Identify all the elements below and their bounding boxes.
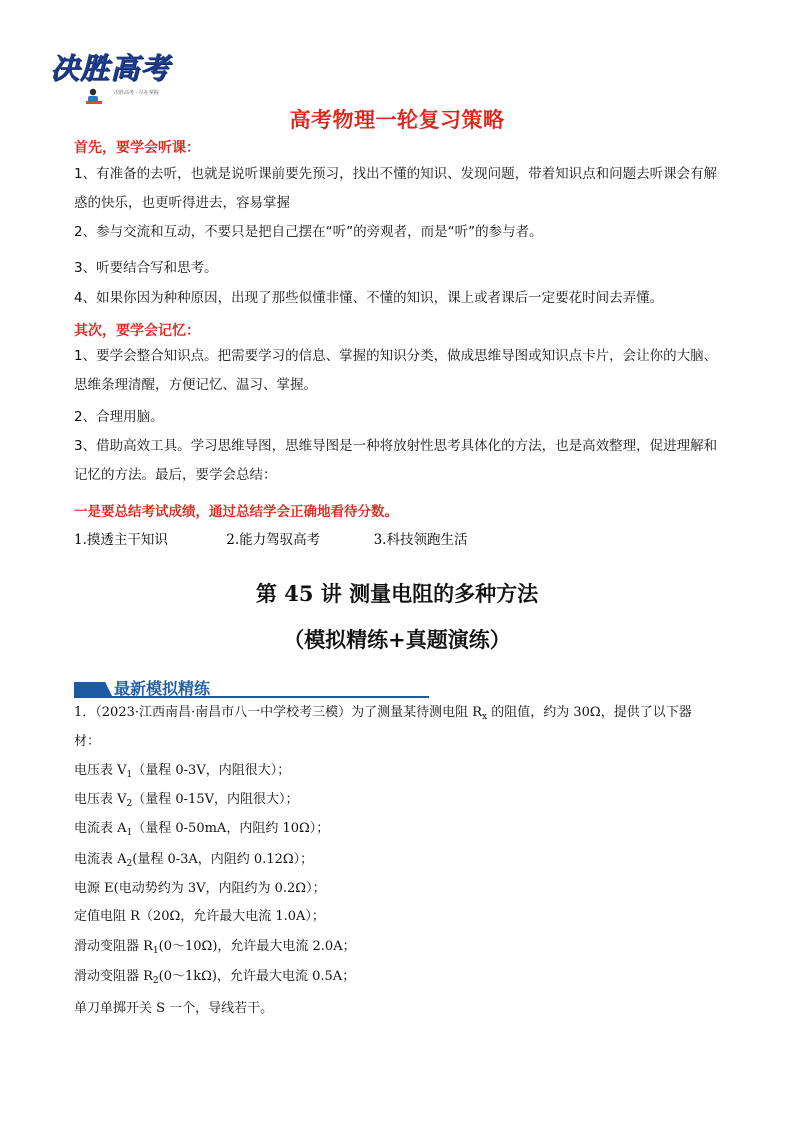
equipment-item: 滑动变阻器 $R_1(0\sim 10\Omega)$，允许最大电流 2.0A； [74, 939, 356, 956]
listen-item-1: 1、有准备的去听，也就是说听课前要先预习，找出不懂的知识、发现问题，带着知识点和问题去听课会有解惑的快乐，也更听得进去，容易掌握 [74, 166, 718, 211]
logo-subtext: 决胜高考 · 尽在掌握 [114, 90, 159, 96]
question-intro-line2: 材： [74, 734, 101, 749]
question-intro-text: 1．（2023·江西南昌·南昌市八一中学校考三模）为了测量某待测电阻 R [74, 705, 483, 720]
section-heading-memory: 其次，要学会记忆： [74, 323, 200, 339]
equipment-item: 滑动变阻器 $R_2(0\sim 1k\Omega)$，允许最大电流 0.5A； [74, 969, 356, 986]
banner-shape [74, 682, 112, 696]
listen-item-4: 4、如果你因为种种原因，出现了那些似懂非懂、不懂的知识，课上或者课后一定要花时间去弄懂。 [74, 290, 664, 306]
listen-item-2: 2、参与交流和互动，不要只是把自己摆在“听”的旁观者，而是“听”的参与者。 [74, 224, 543, 240]
equipment-item: 单刀单掷开关 S 一个，导线若干。 [74, 1001, 274, 1016]
logo-text: 决胜高考 [50, 51, 171, 85]
page-title: 高考物理一轮复习策略 [289, 108, 505, 132]
equipment-item: 电压表 $V_1$（量程 0-3V，内阻很大）； [74, 763, 291, 780]
equipment-item: 电压表 $V_2$（量程 0-15V，内阻很大）； [74, 792, 299, 809]
equipment-item: 电源 E(电动势约为 3V，内阻约为 0.2Ω）； [74, 881, 326, 896]
memory-item-3: 3、借助高效工具。学习思维导图，思维导图是一种将放射性思考具体化的方法，也是高效整理，促进理解和记忆的方法。最后，要学会总结： [74, 438, 718, 483]
memory-item-2: 2、合理用脑。 [74, 409, 164, 425]
memory-item-1: 1、要学会整合知识点。把需要学习的信息、掌握的知识分类，做成思维导图或知识点卡片，会让你的大脑、思维条理清醒，方便记忆、温习、掌握。 [74, 348, 718, 393]
slogan-3: 3.科技领跑生活 [373, 532, 468, 548]
lecture-title: 第 45 讲 测量电阻的多种方法 [255, 581, 539, 606]
question-intro-rest: 的阻值，约为 30Ω，提供了以下器 [487, 705, 692, 720]
lecture-subtitle: （模拟精练+真题演练） [283, 627, 511, 652]
listen-item-3: 3、听要结合写和思考。 [74, 260, 218, 276]
equipment-item: 电流表 $A_2$(量程 0-3A，内阻约 0.12Ω）； [74, 852, 314, 869]
equipment-item: 定值电阻 R（20Ω，允许最大电流 1.0A）； [74, 909, 325, 924]
equipment-item: 电流表 $A_1$（量程 0-50mA，内阻约 10Ω）； [74, 821, 330, 838]
rx-subscript: x [482, 712, 488, 722]
section-banner [74, 676, 429, 700]
summary-note: 一是要总结考试成绩，通过总结学会正确地看待分数。 [74, 504, 398, 520]
section-label: 最新模拟精练 [114, 679, 211, 698]
section-heading-listen: 首先，要学会听课： [74, 140, 200, 156]
slogan-row [74, 528, 674, 548]
slogan-2: 2.能力驾驭高考 [226, 532, 321, 548]
slogan-1: 1.摸透主干知识 [74, 532, 168, 548]
logo [48, 42, 178, 108]
